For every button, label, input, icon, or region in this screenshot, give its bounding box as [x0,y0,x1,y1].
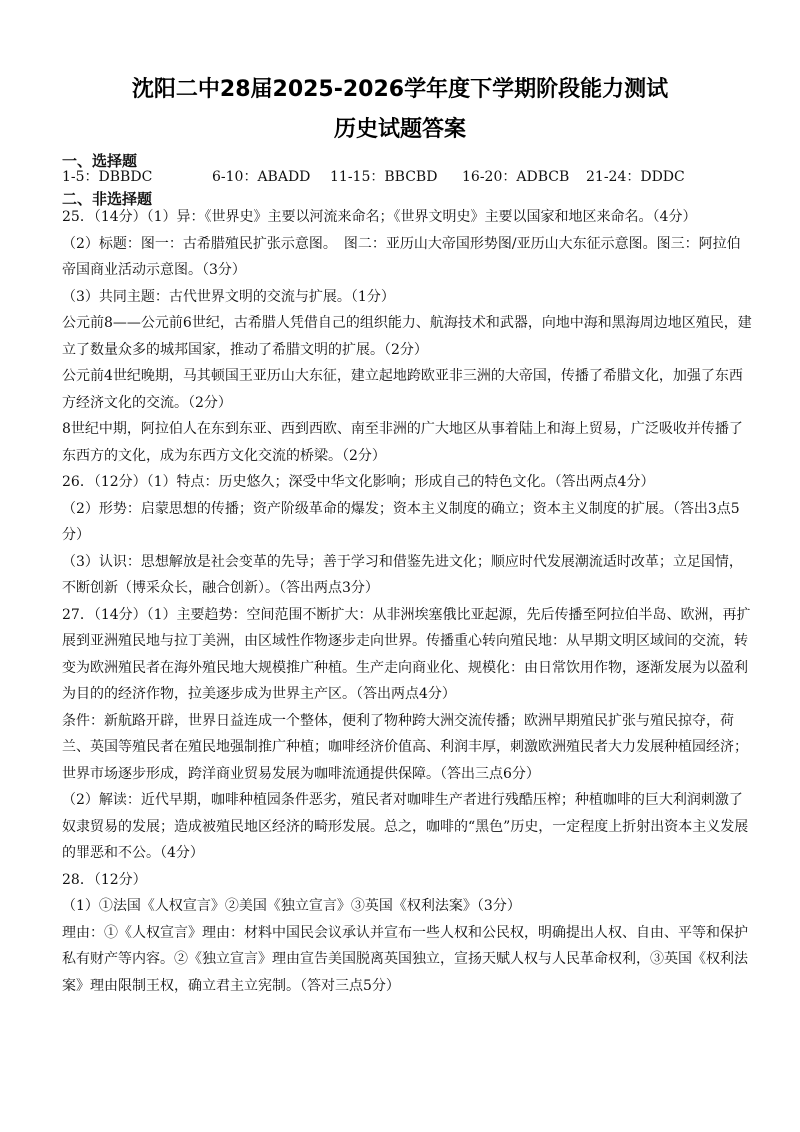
mc-answer-group: 21-24：DDDC [586,169,685,185]
mc-answer-group: 1-5：DBBDC [62,169,153,185]
answer-paragraph: 条件：新航路开辟，世界日益连成一个整体，便利了物种跨大洲交流传播；欧洲早期殖民扩张与殖民掠夺，荷兰、英国等殖民者在殖民地强制推广种植；咖啡经济价值高、利润丰厚，刺激欧洲殖民者大力发展种植园经济；世界市场逐步形成，跨洋商业贸易发展为咖啡流通提供保障。（答出三点6分） [62,712,748,782]
section-heading-multiple-choice: 一、选择题 [62,152,138,170]
mc-answer-group: 11-15：BBCBD [330,169,438,185]
answer-paragraph: （1）①法国《人权宣言》②美国《独立宣言》③英国《权利法案》（3分） [62,898,521,914]
answer-paragraph: （3）认识：思想解放是社会变革的先导；善于学习和借鉴先进文化；顺应时代发展潮流适时改革；立足国情，不断创新（博采众长，融合创新）。（答出两点3分） [62,553,743,596]
answer-paragraph: 8世纪中期，阿拉伯人在东到东亚、西到西欧、南至非洲的广大地区从事着陆上和海上贸易，广泛吸收并传播了东西方的文化，成为东西方文化交流的桥梁。（2分） [62,421,743,464]
answer-paragraph: 公元前8——公元前6世纪，古希腊人凭借自己的组织能力、航海技术和武器，向地中海和黑海周边地区殖民，建立了数量众多的城邦国家，推动了希腊文明的扩展。（2分） [62,315,752,358]
answer-paragraph: 28．（12分） [62,871,147,888]
answer-paragraph: （2）形势：启蒙思想的传播；资产阶级革命的爆发；资本主义制度的确立；资本主义制度的扩展。（答出3点5分） [62,500,740,543]
answer-paragraph: （2）解读：近代早期，咖啡种植园条件恶劣，殖民者对咖啡生产者进行残酷压榨；种植咖啡的巨大利润刺激了奴隶贸易的发展；造成被殖民地区经济的畸形发展。总之，咖啡的“黑色”历史，一定程度上折射出资本主义发展的罪恶和不公。（4分） [62,792,749,861]
answer-body [62,204,752,999]
answer-paragraph: 26．（12分）（1）特点：历史悠久；深受中华文化影响；形成自己的特色文化。（答出两点4分） [62,474,655,490]
answer-paragraph: （2）标题：图一：古希腊殖民扩张示意图。 图二：亚历山大帝国形势图/亚历山大东征示意图。图三：阿拉伯帝国商业活动示意图。（3分） [62,235,741,278]
answer-paragraph: 27．（14分）（1）主要趋势：空间范围不断扩大：从非洲埃塞俄比亚起源，先后传播至阿拉伯半岛、欧洲，再扩展到亚洲殖民地与拉丁美洲，由区域性作物逐步走向世界。传播重心转向殖民地：从早期文明区域间的交流，转变为欧洲殖民者在海外殖民地大规模推广种植。生产走向商业化、规模化：由日常饮用作物，逐渐发展为以盈利为目的的经济作物，拉美逐步成为世界主产区。（答出两点4分） [62,606,751,702]
mc-answer-group: 6-10：ABADD [212,169,311,185]
answer-paragraph: （3）共同主题：古代世界文明的交流与扩展。（1分） [62,288,395,305]
document-title: 沈阳二中28届2025-2026学年度下学期阶段能力测试 [131,77,669,102]
answer-paragraph: 公元前4世纪晚期，马其顿国王亚历山大东征，建立起地跨欧亚非三洲的大帝国，传播了希腊文化，加强了东西方经济文化的交流。（2分） [62,368,743,411]
answer-paragraph: 25．（14分）（1）异：《世界史》主要以河流来命名；《世界文明史》主要以国家和地区来命名。（4分） [62,209,697,225]
mc-answer-group: 16-20：ADBCB [462,169,570,185]
answer-paragraph: 理由：①《人权宣言》理由：材料中国民会议承认并宣布一些人权和公民权，明确提出人权、自由、平等和保护私有财产等内容。②《独立宣言》理由宣告美国脱离英国独立，宣扬天赋人权与人民革命权利，③英国《权利法案》理由限制王权，确立君主立宪制。（答对三点5分） [62,924,748,994]
section-heading-non-multiple-choice: 二、非选择题 [62,190,153,208]
document-subtitle: 历史试题答案 [333,117,466,142]
